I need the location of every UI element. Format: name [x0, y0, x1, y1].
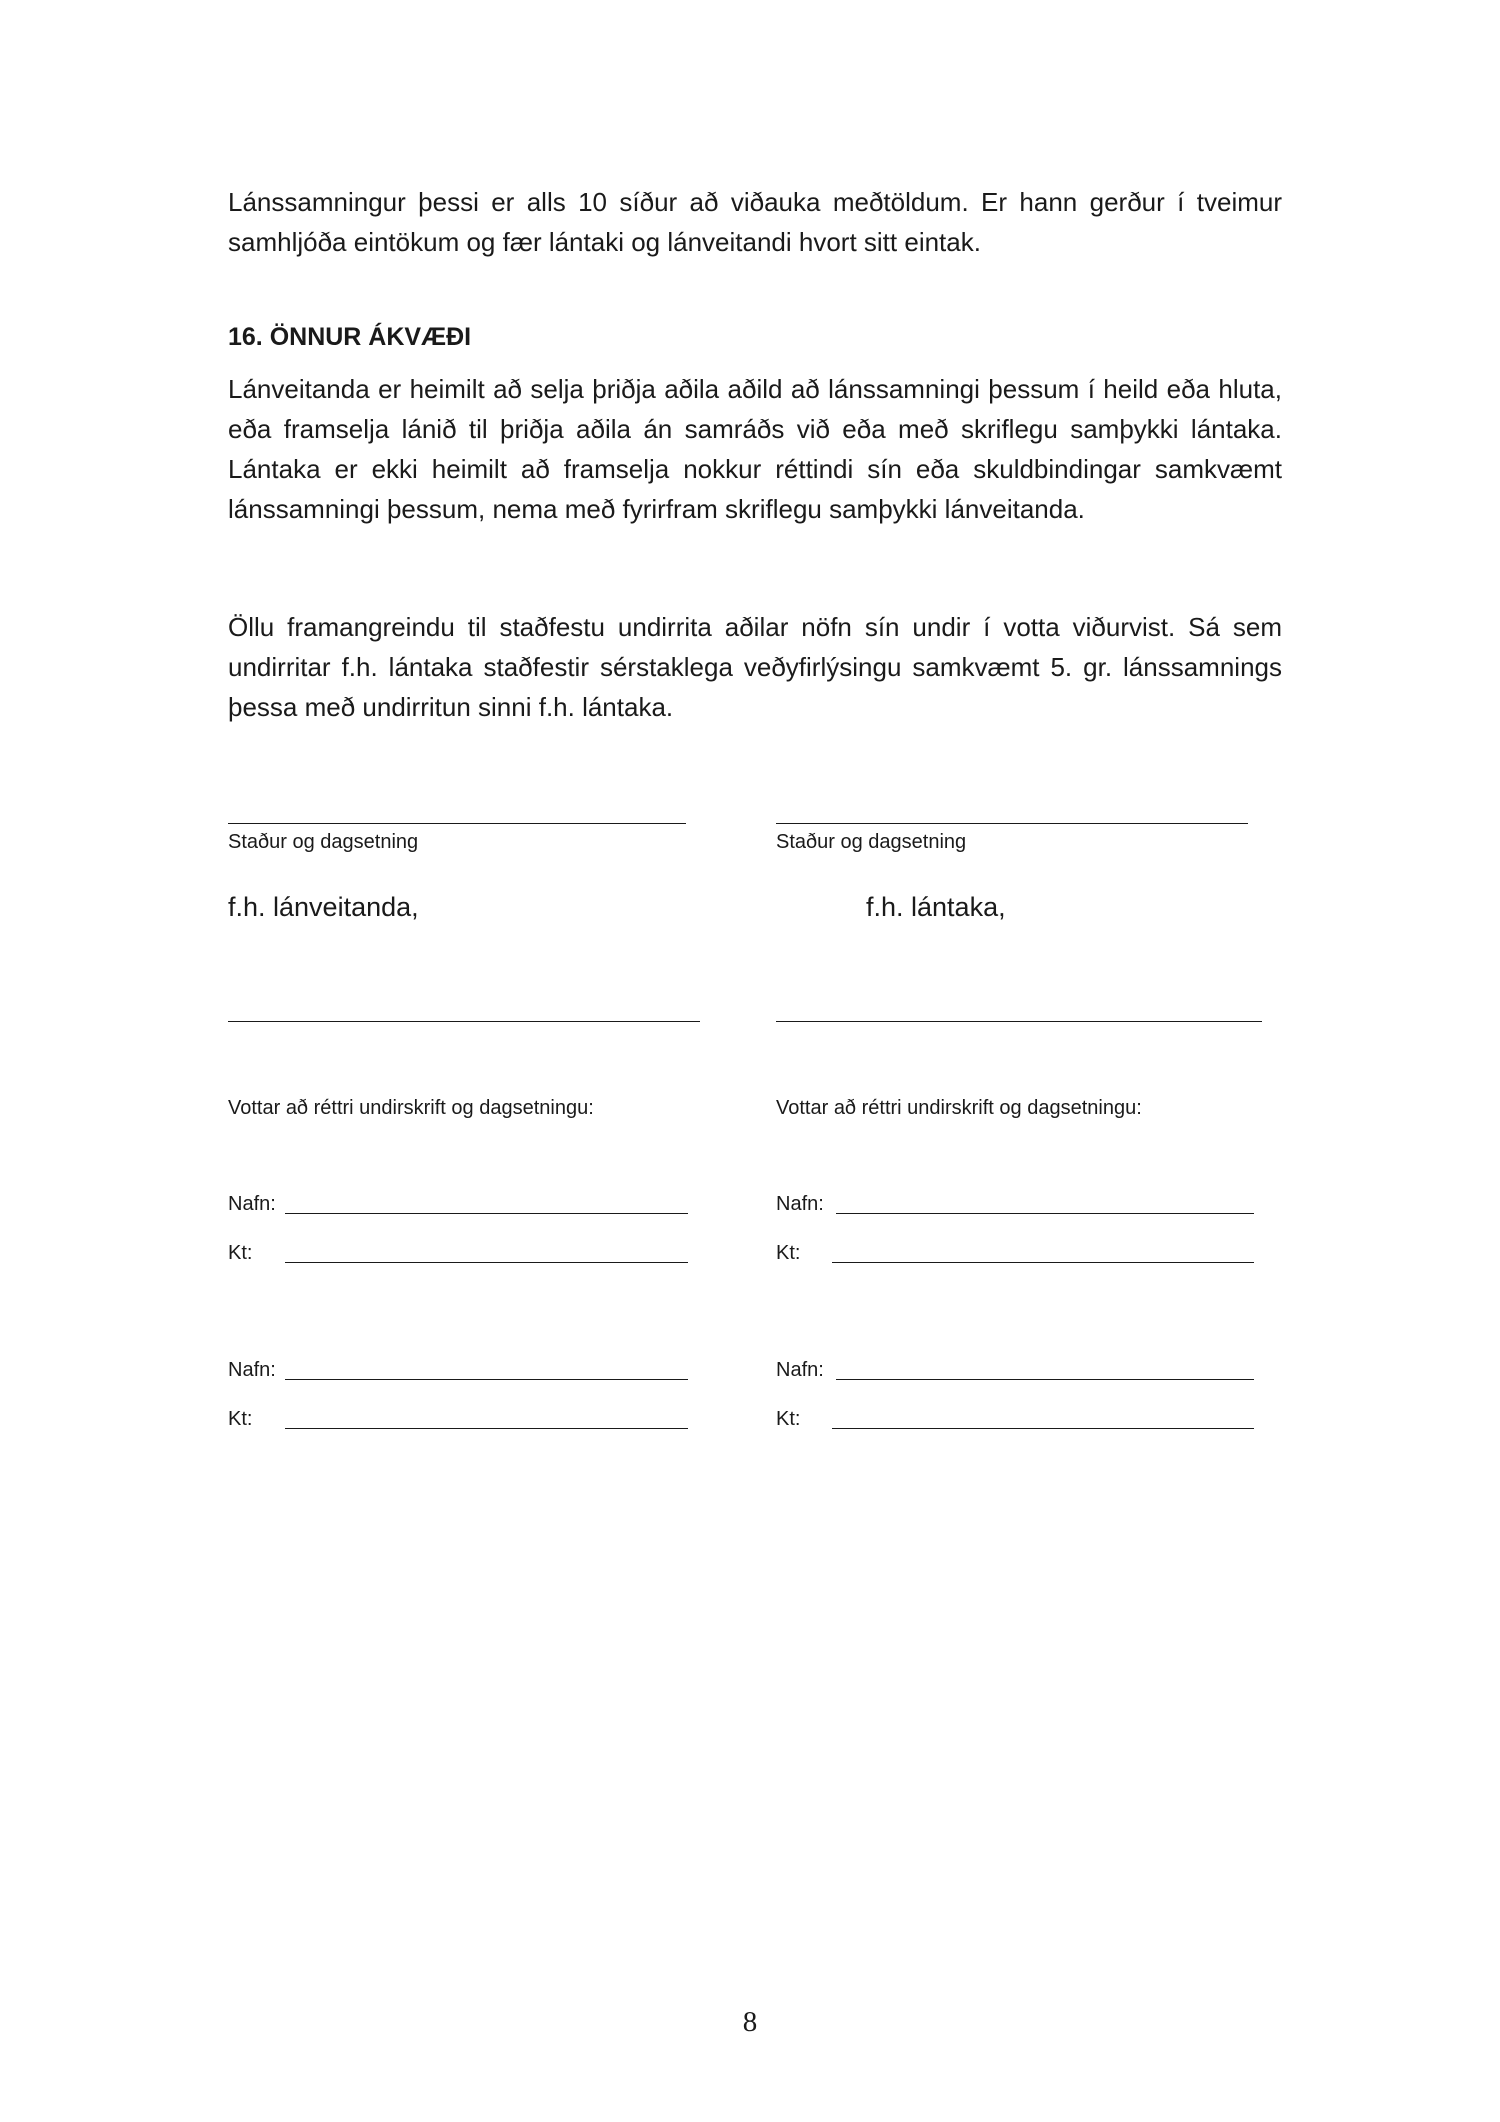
lender-label: f.h. lánveitanda, — [228, 892, 419, 922]
borrower-signature-line — [776, 1021, 1262, 1022]
closing-paragraph: Öllu framangreindu til staðfestu undirrita aðilar nöfn sín undir í votta viðurvist. Sá sem undirritar f.h. lántaka staðfestir sérstaklega veðyfirlýsingu samkvæmt 5. gr. lánssamnings þessa með undirritun sinni f.h. lántaka. — [228, 612, 1282, 722]
right-witness-2-name-line — [836, 1379, 1254, 1380]
page-number: 8 — [742, 2006, 758, 2038]
left-witness-2-name-label: Nafn: — [228, 1359, 276, 1381]
intro-paragraph: Lánssamningur þessi er alls 10 síður að viðauka meðtöldum. Er hann gerður í tveimur samhljóða eintökum og fær lántaki og lánveitandi hvort sitt eintak. — [228, 187, 1282, 257]
right-witness-2-id-line — [832, 1428, 1254, 1429]
left-witness-1-name-line — [285, 1213, 688, 1214]
left-witness-1-id-line — [285, 1262, 688, 1263]
right-witness-1-id-label: Kt: — [776, 1242, 801, 1264]
lender-signature-line — [228, 1021, 700, 1022]
right-witness-label: Vottar að réttri undirskrift og dagsetningu: — [776, 1097, 1142, 1119]
right-witness-1-name-line — [836, 1213, 1254, 1214]
left-witness-2-name-line — [285, 1379, 688, 1380]
left-witness-1-id-label: Kt: — [228, 1242, 253, 1264]
right-witness-1-id-line — [832, 1262, 1254, 1263]
borrower-label: f.h. lántaka, — [866, 892, 1006, 922]
section-body: Lánveitanda er heimilt að selja þriðja aðila aðild að lánssamningi þessum í heild eða hluta, eða framselja lánið til þriðja aðila án samráðs við eða með skriflegu samþykki lántaka. Lántaka er ekki heimilt að framselja nokkur réttindi sín eða skuldbindingar samkvæmt lánssamningi þessum, nema með fyrirfram skriflegu samþykki lánveitanda. — [228, 374, 1282, 524]
right-place-date-label: Staður og dagsetning — [776, 831, 967, 853]
right-witness-1-name-label: Nafn: — [776, 1193, 824, 1215]
right-place-date-line — [776, 823, 1248, 824]
left-witness-2-id-label: Kt: — [228, 1408, 253, 1430]
left-place-date-label: Staður og dagsetning — [228, 831, 419, 853]
left-witness-label: Vottar að réttri undirskrift og dagsetningu: — [228, 1097, 594, 1119]
left-witness-2-id-line — [285, 1428, 688, 1429]
right-witness-2-id-label: Kt: — [776, 1408, 801, 1430]
right-witness-2-name-label: Nafn: — [776, 1359, 824, 1381]
section-heading: 16. ÖNNUR ÁKVÆÐI — [228, 323, 472, 351]
left-witness-1-name-label: Nafn: — [228, 1193, 276, 1215]
left-place-date-line — [228, 823, 686, 824]
